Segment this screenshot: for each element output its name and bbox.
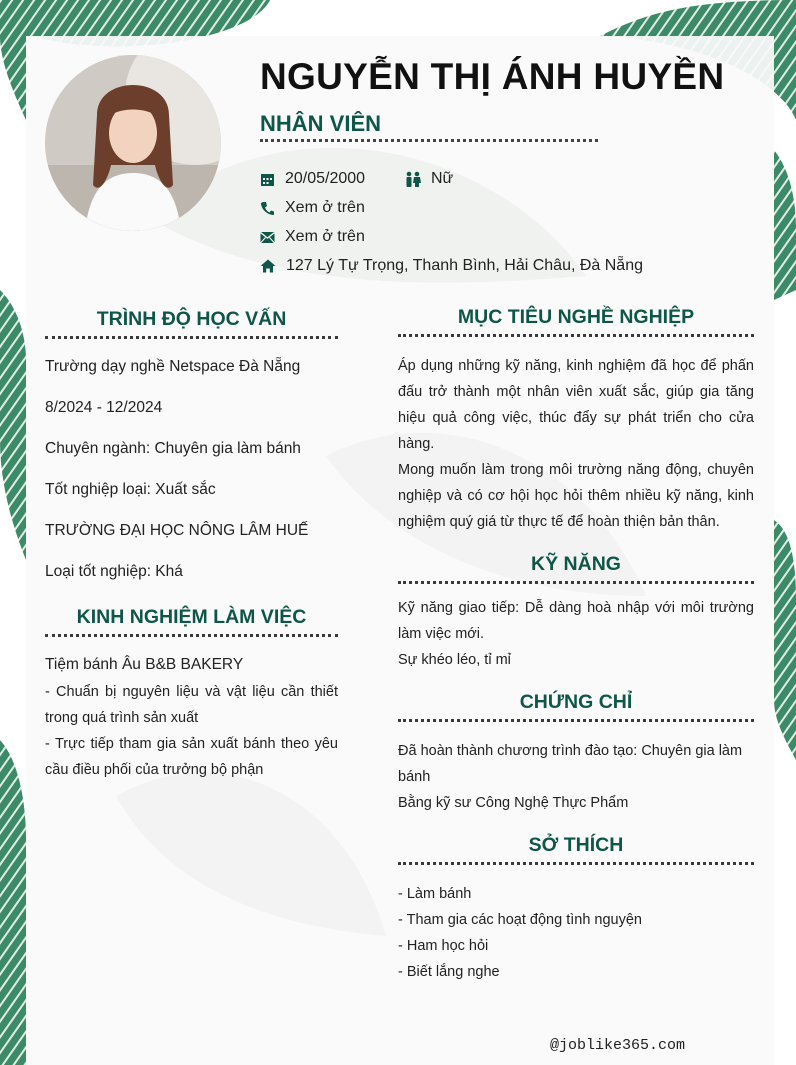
experience-detail: - Chuẩn bị nguyên liệu và vật liệu cần thiết trong quá trình sản xuất (45, 684, 338, 726)
certificates-title: CHỨNG CHỈ (519, 691, 633, 713)
skills-divider (398, 581, 754, 584)
job-position: NHÂN VIÊN (260, 111, 382, 136)
education-divider (45, 336, 338, 339)
hobby-item: - Tham gia các hoạt động tình nguyện (398, 912, 642, 928)
education-line: Loại tốt nghiệp: Khá (45, 563, 183, 580)
phone-line (260, 199, 365, 217)
experience-company: Tiệm bánh Âu B&B BAKERY (45, 656, 244, 673)
education-line: 8/2024 - 12/2024 (45, 399, 163, 416)
envelope-icon (260, 231, 275, 244)
people-icon (405, 171, 421, 188)
objective-title: MỤC TIÊU NGHỀ NGHIỆP (457, 306, 695, 328)
certificate-item: Đã hoàn thành chương trình đào tạo: Chuyên gia làm bánh (398, 743, 743, 785)
hobbies-title: SỞ THÍCH (528, 834, 624, 856)
objective-divider (398, 334, 754, 337)
education-line: TRƯỜNG ĐẠI HỌC NÔNG LÂM HUẾ (45, 522, 309, 539)
portrait-photo (45, 55, 221, 231)
address-value: 127 Lý Tự Trọng, Thanh Bình, Hải Châu, Đà Nẵng (286, 257, 643, 274)
avatar (45, 55, 221, 231)
hobbies-divider (398, 862, 754, 865)
home-icon (260, 259, 276, 273)
education-line: Tốt nghiệp loại: Xuất sắc (45, 481, 216, 498)
birthday-line (260, 170, 365, 188)
hobby-item: - Ham học hỏi (398, 938, 489, 954)
certificates-divider (398, 719, 754, 722)
education-title: TRÌNH ĐỘ HỌC VẤN (96, 308, 287, 330)
email-value: Xem ở trên (285, 228, 365, 245)
certificate-item: Bằng kỹ sư Công Nghệ Thực Phẩm (398, 795, 629, 811)
phone-value: Xem ở trên (285, 199, 365, 216)
phone-icon (260, 201, 275, 216)
hobby-item: - Biết lắng nghe (398, 964, 500, 980)
gender-value: Nữ (431, 170, 454, 187)
gender-line (405, 170, 453, 188)
hobby-item: - Làm bánh (398, 886, 472, 902)
position-divider (260, 139, 598, 142)
education-line: Chuyên ngành: Chuyên gia làm bánh (45, 440, 301, 457)
objective-paragraph: Mong muốn làm trong môi trường năng động, chuyên nghiệp và có cơ hội học hỏi thêm nhiều kỹ năng, kinh nghiệm quý giá từ thực tế để hoàn thiện bản thân. (398, 462, 754, 530)
candidate-name: NGUYỄN THỊ ÁNH HUYỀN (260, 56, 725, 97)
experience-title: KINH NGHIỆM LÀM VIỆC (76, 606, 307, 628)
objective-paragraph: Áp dụng những kỹ năng, kinh nghiệm đã học để phấn đấu trở thành một nhân viên xuất sắc, giúp gia tăng hiệu quả công việc, thúc đẩy sự phát triển cho cửa hàng. (398, 358, 754, 452)
experience-detail: - Trực tiếp tham gia sản xuất bánh theo yêu cầu điều phối của trưởng bộ phận (45, 736, 338, 778)
address-line (260, 257, 643, 275)
skill-item: Sự khéo léo, tỉ mỉ (398, 652, 511, 668)
skill-item: Kỹ năng giao tiếp: Dễ dàng hoà nhập với môi trường làm việc mới. (398, 600, 754, 642)
birthday-value: 20/05/2000 (285, 170, 366, 187)
email-line (260, 228, 365, 246)
calendar-icon (260, 172, 275, 187)
skills-title: KỸ NĂNG (531, 553, 621, 575)
education-line: Trường dạy nghề Netspace Đà Nẵng (45, 358, 301, 375)
footer-watermark: @joblike365.com (550, 1037, 686, 1054)
experience-divider (45, 634, 338, 637)
